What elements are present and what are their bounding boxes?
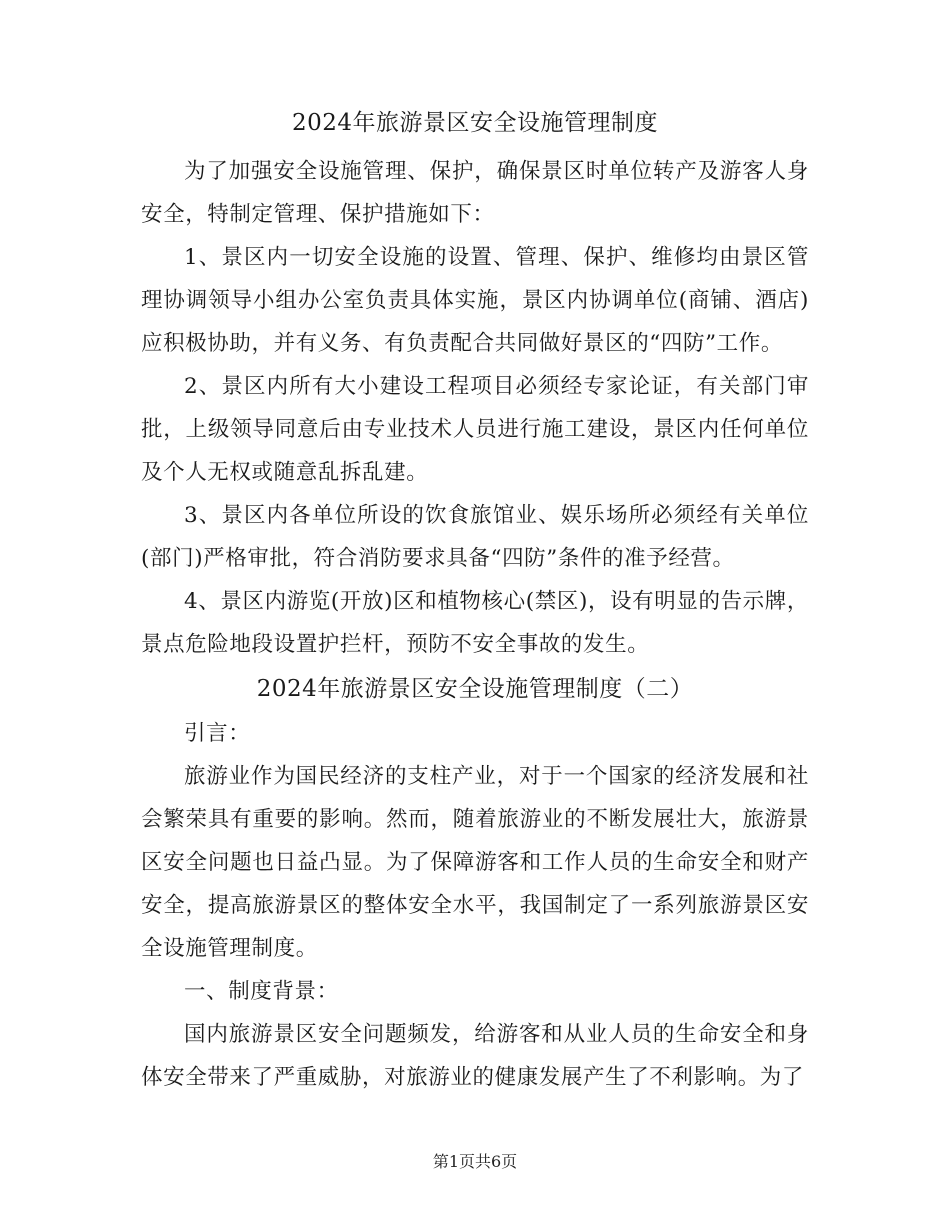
paragraph-item-4: 4、景区内游览(开放)区和植物核心(禁区)，设有明显的告示牌，景点危险地段设置护拦杆，预防不安全事故的发生。	[141, 589, 809, 657]
page-indicator: 第1页共6页	[432, 1152, 518, 1171]
paragraph-preface-label: 引言：	[184, 721, 251, 746]
paragraph-item-2: 2、景区内所有大小建设工程项目必须经专家论证，有关部门审批，上级领导同意后由专业技术人员进行施工建设，景区内任何单位及个人无权或随意乱拆乱建。	[141, 374, 809, 485]
section-title-2: 2024年旅游景区安全设施管理制度（二）	[256, 676, 694, 702]
paragraph-background: 国内旅游景区安全问题频发，给游客和从业人员的生命安全和身体安全带来了严重威胁，对旅游业的健康发展产生了不利影响。为了	[141, 1022, 809, 1090]
paragraph-item-3: 3、景区内各单位所设的饮食旅馆业、娱乐场所必须经有关单位(部门)严格审批，符合消防要求具备“四防”条件的准予经营。	[141, 503, 809, 571]
paragraph-preface: 旅游业作为国民经济的支柱产业，对于一个国家的经济发展和社会繁荣具有重要的影响。然而，随着旅游业的不断发展壮大，旅游景区安全问题也日益凸显。为了保障游客和工作人员的生命安全和财产安全，提高旅游景区的整体安全水平，我国制定了一系列旅游景区安全设施管理制度。	[141, 764, 809, 961]
paragraph-background-label: 一、制度背景：	[184, 979, 339, 1004]
document-title: 2024年旅游景区安全设施管理制度	[291, 110, 659, 136]
paragraph-item-1: 1、景区内一切安全设施的设置、管理、保护、维修均由景区管理协调领导小组办公室负责具体实施，景区内协调单位(商铺、酒店)应积极协助，并有义务、有负责配合共同做好景区的“四防”工作。	[141, 245, 809, 356]
document-body	[141, 100, 809, 1099]
paragraph-intro: 为了加强安全设施管理、保护，确保景区时单位转产及游客人身安全，特制定管理、保护措施如下：	[141, 159, 809, 227]
